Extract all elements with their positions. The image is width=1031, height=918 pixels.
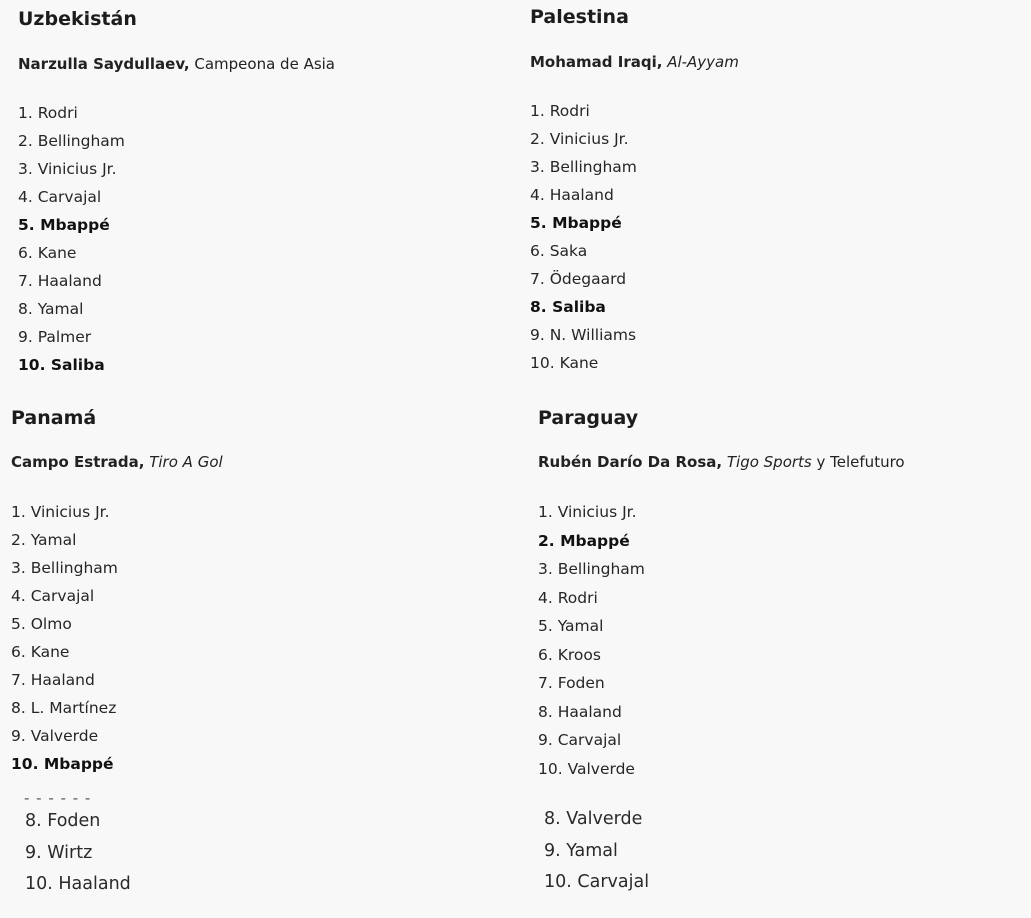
list-item: 4. Rodri <box>538 588 598 607</box>
ballot-panama <box>11 407 223 778</box>
list-item: 8. Haaland <box>538 702 622 721</box>
voter-line <box>538 453 905 471</box>
voter-name: Mohamad Iraqi, <box>530 53 663 71</box>
list-item: 9. Wirtz <box>25 842 93 863</box>
ballot-uzbekistan <box>18 8 335 379</box>
ballot-palestina <box>530 6 739 377</box>
list-item: 10. Mbappé <box>11 755 114 773</box>
voter-line <box>18 55 335 73</box>
list-item: 2. Mbappé <box>538 531 630 550</box>
voter-name: Narzulla Saydullaev, <box>18 55 190 73</box>
country-heading: Palestina <box>530 6 629 28</box>
ranking-list <box>530 97 739 377</box>
country-heading: Uzbekistán <box>18 8 137 30</box>
list-item: 8. Valverde <box>544 809 643 829</box>
list-item: 5. Mbappé <box>18 216 110 234</box>
cut-off-text-line: - - - - - - <box>24 789 92 807</box>
list-item: 9. N. Williams <box>530 326 637 344</box>
fragment-list-left <box>25 806 131 901</box>
list-item: 5. Yamal <box>538 617 604 635</box>
ballot-paraguay <box>538 407 905 783</box>
list-item: 6. Kane <box>18 244 77 262</box>
list-item: 10. Carvajal <box>544 872 650 892</box>
list-item: 1. Rodri <box>530 102 590 120</box>
ranking-list <box>18 99 335 379</box>
voter-extra: Campeona de Asia <box>189 55 336 73</box>
list-item: 1. Vinicius Jr. <box>538 503 637 521</box>
list-item: 7. Haaland <box>18 272 102 290</box>
list-item: 10. Haaland <box>25 874 131 894</box>
list-item: 8. Saliba <box>530 298 606 316</box>
voter-extra: y Telefuturo <box>811 453 905 471</box>
ranking-list <box>538 498 905 783</box>
list-item: 7. Foden <box>538 674 605 692</box>
voter-name: Rubén Darío Da Rosa, <box>538 453 723 471</box>
voter-outlet: Al-Ayyam <box>662 53 739 71</box>
list-item: 6. Kroos <box>538 645 601 664</box>
ranking-list <box>544 804 649 899</box>
list-item: 8. Yamal <box>18 300 84 318</box>
list-item: 6. Kane <box>11 643 70 661</box>
list-item: 2. Vinicius Jr. <box>530 130 629 148</box>
list-item: 6. Saka <box>530 242 588 260</box>
list-item: 9. Carvajal <box>538 731 622 749</box>
list-item: 9. Yamal <box>544 840 618 861</box>
list-item: 10. Saliba <box>18 356 105 374</box>
list-item: 1. Vinicius Jr. <box>11 503 110 521</box>
voter-outlet: Tiro A Gol <box>144 453 223 471</box>
list-item: 7. Ödegaard <box>530 270 627 288</box>
list-item: 10. Valverde <box>538 759 635 778</box>
list-item: 3. Bellingham <box>538 560 645 578</box>
list-item: 8. L. Martínez <box>11 699 117 717</box>
list-item: 5. Mbappé <box>530 214 622 232</box>
voter-line <box>11 453 223 471</box>
list-item: 3. Bellingham <box>530 158 637 176</box>
list-item: 7. Haaland <box>11 671 95 689</box>
list-item: 3. Vinicius Jr. <box>18 160 117 178</box>
ranking-list <box>11 498 223 778</box>
list-item: 9. Palmer <box>18 328 92 346</box>
list-item: 4. Carvajal <box>11 587 95 605</box>
ranking-list <box>25 806 131 901</box>
cut-off-text <box>24 789 114 807</box>
list-item: 4. Carvajal <box>18 188 102 206</box>
voter-name: Campo Estrada, <box>11 453 145 471</box>
country-heading: Paraguay <box>538 407 639 429</box>
list-item: 3. Bellingham <box>11 559 118 577</box>
list-item: 5. Olmo <box>11 615 72 633</box>
list-item: 2. Yamal <box>11 531 77 549</box>
list-item: 4. Haaland <box>530 186 614 204</box>
voter-line <box>530 53 739 71</box>
list-item: 2. Bellingham <box>18 132 125 150</box>
country-heading: Panamá <box>11 407 97 429</box>
fragment-list-right <box>544 804 649 899</box>
list-item: 8. Foden <box>25 811 101 831</box>
list-item: 1. Rodri <box>18 104 78 122</box>
voter-outlet: Tigo Sports <box>722 453 812 471</box>
list-item: 10. Kane <box>530 354 599 372</box>
list-item: 9. Valverde <box>11 727 99 745</box>
